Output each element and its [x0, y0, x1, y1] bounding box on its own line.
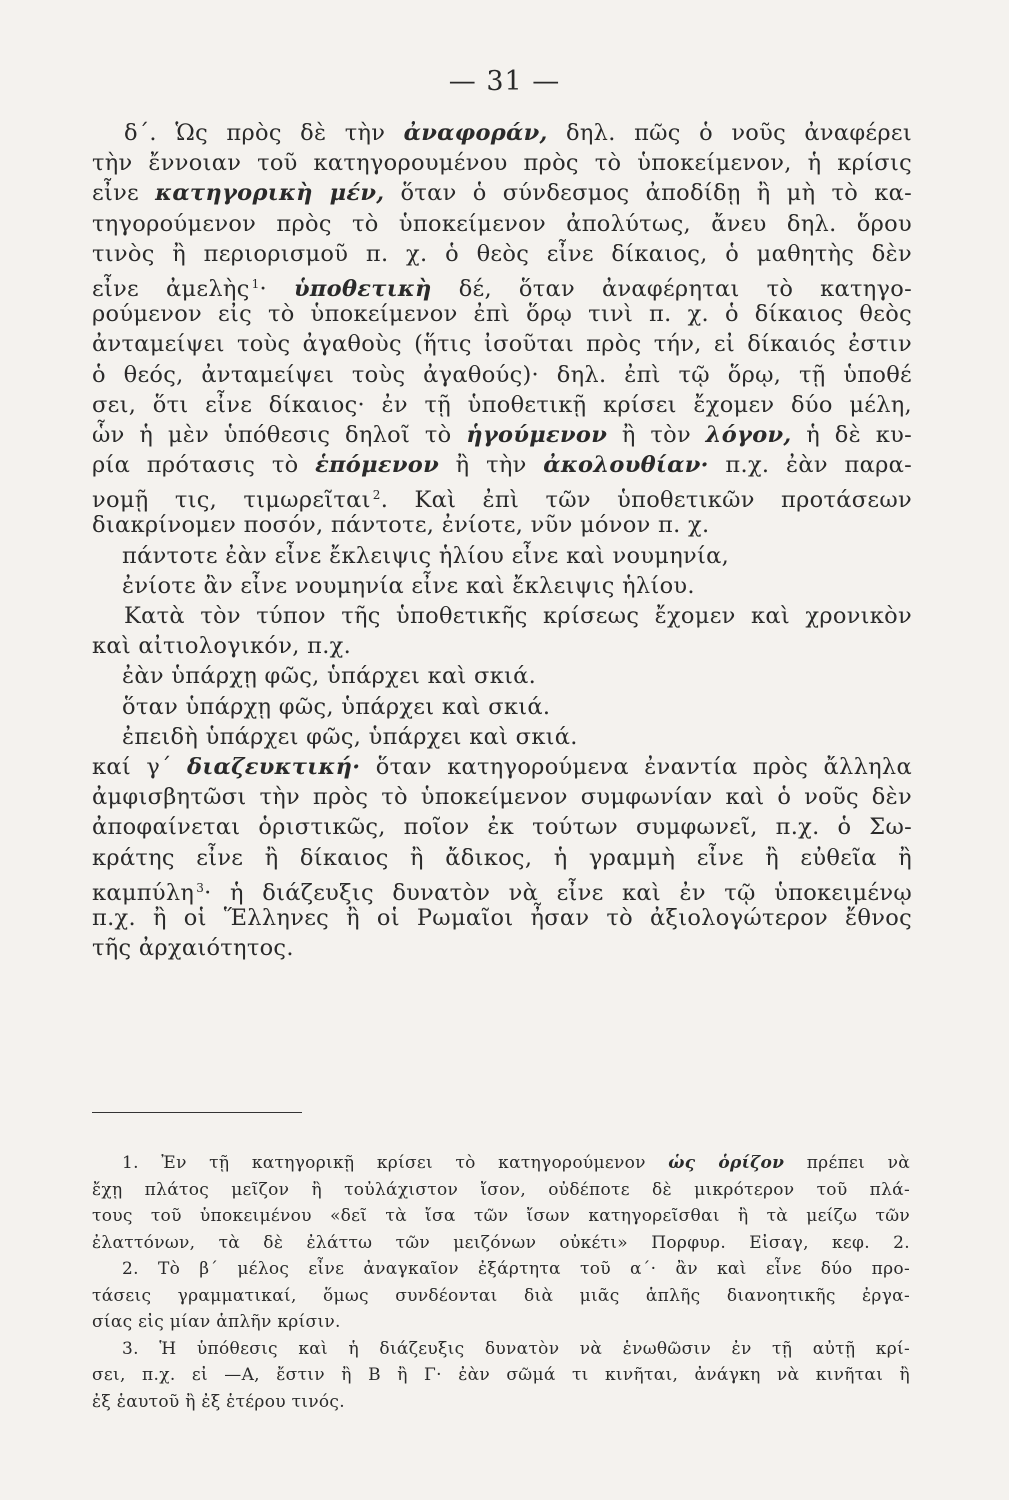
- page-number: — 31 —: [448, 66, 561, 97]
- body-line: [92, 299, 912, 329]
- text-run: κράτης εἶνε ἢ δίκαιος ἢ ἄδικος, ἡ γραμμὴ εἶνε ἢ εὐθεῖα ἢ: [92, 844, 912, 871]
- footnote-separator: [92, 1112, 302, 1113]
- footnote-line: [92, 1362, 910, 1389]
- emphasized-term: λόγον,: [705, 421, 792, 448]
- body-line: [92, 812, 912, 842]
- body-line: [92, 178, 912, 208]
- body-line: [92, 903, 912, 933]
- text-run: καμπύλη: [92, 879, 195, 906]
- body-line: [92, 601, 912, 631]
- footnote-marker: 2: [372, 488, 381, 503]
- body-text: [92, 118, 912, 963]
- text-run: ἐνίοτε ἂν εἶνε νουμηνία εἶνε καὶ ἔκλειψις ἡλίου.: [122, 572, 695, 599]
- body-line: [92, 933, 912, 963]
- emphasized-term: διαζευκτική·: [187, 753, 361, 780]
- body-line: [92, 843, 912, 873]
- text-run: π.χ. ἐὰν παρα-: [708, 452, 912, 479]
- footnote-line: [92, 1283, 910, 1310]
- text-run: 3. Ἡ ὑπόθεσις καὶ ἡ διάζευξις δυνατὸν νὰ ἑνωθῶσιν ἐν τῇ αὐτῇ κρί-: [122, 1338, 910, 1359]
- text-run: ἐξ ἑαυτοῦ ἢ ἐξ ἑτέρου τινός.: [92, 1391, 345, 1412]
- text-run: εἶνε: [92, 180, 156, 207]
- footnote-line: [92, 1203, 910, 1230]
- emphasized-term: ὡς ὁρίζον: [668, 1153, 785, 1173]
- text-run: εἶνε ἀμελὴς: [92, 275, 250, 302]
- text-run: τάσεις γραμματικαί, ὅμως συνδέονται διὰ μιᾶς ἁπλῆς διανοητικῆς ἐργα-: [92, 1285, 910, 1306]
- emphasized-term: ὑποθετικὴ: [293, 275, 432, 302]
- body-line: [92, 360, 912, 390]
- body-line: [92, 480, 912, 514]
- text-run: ἢ τὸν: [607, 421, 706, 448]
- body-line: [92, 118, 912, 148]
- footnote-marker: 1: [251, 276, 260, 291]
- emphasized-term: ἡγούμενον: [466, 421, 608, 448]
- text-run: τηγορούμενον πρὸς τὸ ὑποκείμενον ἀπολύτως, ἄνευ δηλ. ὅρου: [92, 210, 912, 237]
- text-run: Κατὰ τὸν τύπον τῆς ὑποθετικῆς κρίσεως ἔχομεν καὶ χρονικὸν: [124, 603, 912, 629]
- body-line: [92, 661, 912, 691]
- body-line: [92, 510, 912, 540]
- text-run: σει, π.χ. εἰ —Α, ἔστιν ἢ Β ἢ Γ· ἐὰν σῶμά τι κινῆται, ἀνάγκη νὰ κινῆται ἢ: [92, 1365, 910, 1385]
- text-run: ὅταν ὁ σύνδεσμος ἀποδίδῃ ἢ μὴ τὸ κα-: [384, 180, 912, 207]
- text-run: τὴν ἔννοιαν τοῦ κατηγορουμένου πρὸς τὸ ὑποκείμενον, ἡ κρίσις: [92, 150, 912, 177]
- body-line: [92, 752, 912, 782]
- body-line: [92, 390, 912, 420]
- body-line: [92, 329, 912, 359]
- footnote-line: [92, 1230, 910, 1257]
- text-run: ἐλαττόνων, τὰ δὲ ἐλάττω τῶν μειζόνων οὐκέτι» Πορφυρ. Εἰσαγ, κεφ. 2.: [92, 1232, 910, 1253]
- emphasized-term: ἀναφοράν,: [403, 120, 548, 146]
- text-run: ἐπειδὴ ὑπάρχει φῶς, ὑπάρχει καὶ σκιά.: [122, 723, 578, 750]
- footnote-line: [92, 1336, 910, 1363]
- text-run: ἀποφαίνεται ὁριστικῶς, ποῖον ἐκ τούτων συμφωνεῖ, π.χ. ὁ Σω-: [92, 814, 912, 841]
- text-run: ·: [259, 275, 294, 302]
- footnotes: [92, 1150, 910, 1415]
- footnote-line: [92, 1389, 910, 1416]
- text-run: · ἡ διάζευξις δυνατὸν νὰ εἶνε καὶ ἐν τῷ ὑποκειμένῳ: [204, 879, 912, 906]
- body-line: [92, 269, 913, 302]
- body-line: [92, 873, 912, 906]
- emphasized-term: ἀκολουθίαν·: [543, 452, 709, 479]
- text-run: ὅταν κατηγορούμενα ἐναντία πρὸς ἄλληλα: [360, 753, 912, 780]
- text-run: ἔχῃ πλάτος μεῖζον ἢ τοὐλάχιστον ἴσον, οὐδέποτε δὲ μικρότερον τοῦ πλά-: [92, 1179, 910, 1200]
- text-run: ἢ τὴν: [439, 452, 544, 479]
- text-run: ρία πρότασις τὸ: [92, 452, 316, 479]
- footnote-line: [92, 1177, 910, 1204]
- emphasized-term: ἑπόμενον: [315, 452, 439, 479]
- footnote-line: [92, 1150, 910, 1177]
- body-line: [92, 782, 912, 812]
- text-run: ὧν ἡ μὲν ὑπόθεσις δηλοῖ τὸ: [92, 421, 467, 448]
- text-run: σίας εἰς μίαν ἁπλῆν κρίσιν.: [92, 1312, 341, 1332]
- text-run: καί γ΄: [92, 753, 188, 780]
- footnote-marker: 3: [196, 880, 205, 895]
- footnote-line: [92, 1256, 910, 1283]
- body-line: [92, 722, 912, 752]
- text-run: ὁ θεός, ἀνταμείψει τοὺς ἀγαθούς)· δηλ. ἐπὶ τῷ ὅρῳ, τῇ ὑποθέ: [92, 361, 912, 388]
- text-run: δέ, ὅταν ἀναφέρηται τὸ κατηγο-: [431, 275, 913, 302]
- body-line: [92, 631, 912, 661]
- text-run: δηλ. πῶς ὁ νοῦς ἀναφέρει: [547, 120, 912, 146]
- body-line: [92, 541, 912, 571]
- text-run: ἐὰν ὑπάρχῃ φῶς, ὑπάρχει καὶ σκιά.: [122, 663, 537, 690]
- text-run: 1. Ἐν τῇ κατηγορικῇ κρίσει τὸ κατηγορούμενον: [122, 1153, 669, 1173]
- text-run: ἀνταμείψει τοὺς ἀγαθοὺς (ἥτις ἰσοῦται πρὸς τήν, εἰ δίκαιός ἐστιν: [92, 331, 912, 358]
- text-run: ἀμφισβητῶσι τὴν πρὸς τὸ ὑποκείμενον συμφωνίαν καὶ ὁ νοῦς δὲν: [92, 784, 912, 811]
- text-run: . Καὶ ἐπὶ τῶν ὑποθετικῶν προτάσεων: [380, 487, 912, 514]
- text-run: νομῇ τις, τιμωρεῖται: [92, 487, 371, 514]
- text-run: τῆς ἀρχαιότητος.: [92, 935, 294, 962]
- body-line: [92, 692, 912, 722]
- text-run: διακρίνομεν ποσόν, πάντοτε, ἐνίοτε, νῦν μόνον π. χ.: [92, 512, 710, 539]
- text-run: π.χ. ἢ οἱ Ἕλληνες ἢ οἱ Ρωμαῖοι ἦσαν τὸ ἀξιολογώτερον ἔθνος: [92, 904, 912, 931]
- text-run: πάντοτε ἐὰν εἶνε ἔκλειψις ἡλίου εἶνε καὶ νουμηνία,: [122, 542, 730, 569]
- body-line: [92, 571, 912, 601]
- text-run: ρούμενον εἰς τὸ ὑποκείμενον ἐπὶ ὅρῳ τινὶ π. χ. ὁ δίκαιος θεὸς: [92, 301, 912, 328]
- body-line: [92, 239, 912, 269]
- body-line: [92, 420, 912, 450]
- body-line: [92, 209, 912, 239]
- text-run: δ΄. Ὡς πρὸς δὲ τὴν: [124, 120, 404, 146]
- text-run: 2. Τὸ β΄ μέλος εἶνε ἀναγκαῖον ἐξάρτητα τοῦ α΄· ἂν καὶ εἶνε δύο προ-: [122, 1259, 910, 1279]
- text-run: πρέπει νὰ: [784, 1153, 911, 1173]
- body-line: [92, 450, 912, 480]
- text-run: καὶ αἰτιολογικόν, π.χ.: [92, 633, 352, 660]
- text-run: ἡ δὲ κυ-: [791, 421, 912, 448]
- text-run: τους τοῦ ὑποκειμένου «δεῖ τὰ ἴσα τῶν ἴσων κατηγορεῖσθαι ἢ τὰ μείζω τῶν: [92, 1206, 910, 1226]
- text-run: σει, ὅτι εἶνε δίκαιος· ἐν τῇ ὑποθετικῇ κρίσει ἔχομεν δύο μέλη,: [92, 391, 912, 418]
- body-line: [92, 148, 912, 178]
- footnote-line: [92, 1309, 910, 1336]
- text-run: τινὸς ἢ περιορισμοῦ π. χ. ὁ θεὸς εἶνε δίκαιος, ὁ μαθητὴς δὲν: [92, 240, 912, 267]
- emphasized-term: κατηγορικὴ μέν,: [155, 180, 385, 207]
- text-run: ὅταν ὑπάρχῃ φῶς, ὑπάρχει καὶ σκιά.: [122, 693, 551, 720]
